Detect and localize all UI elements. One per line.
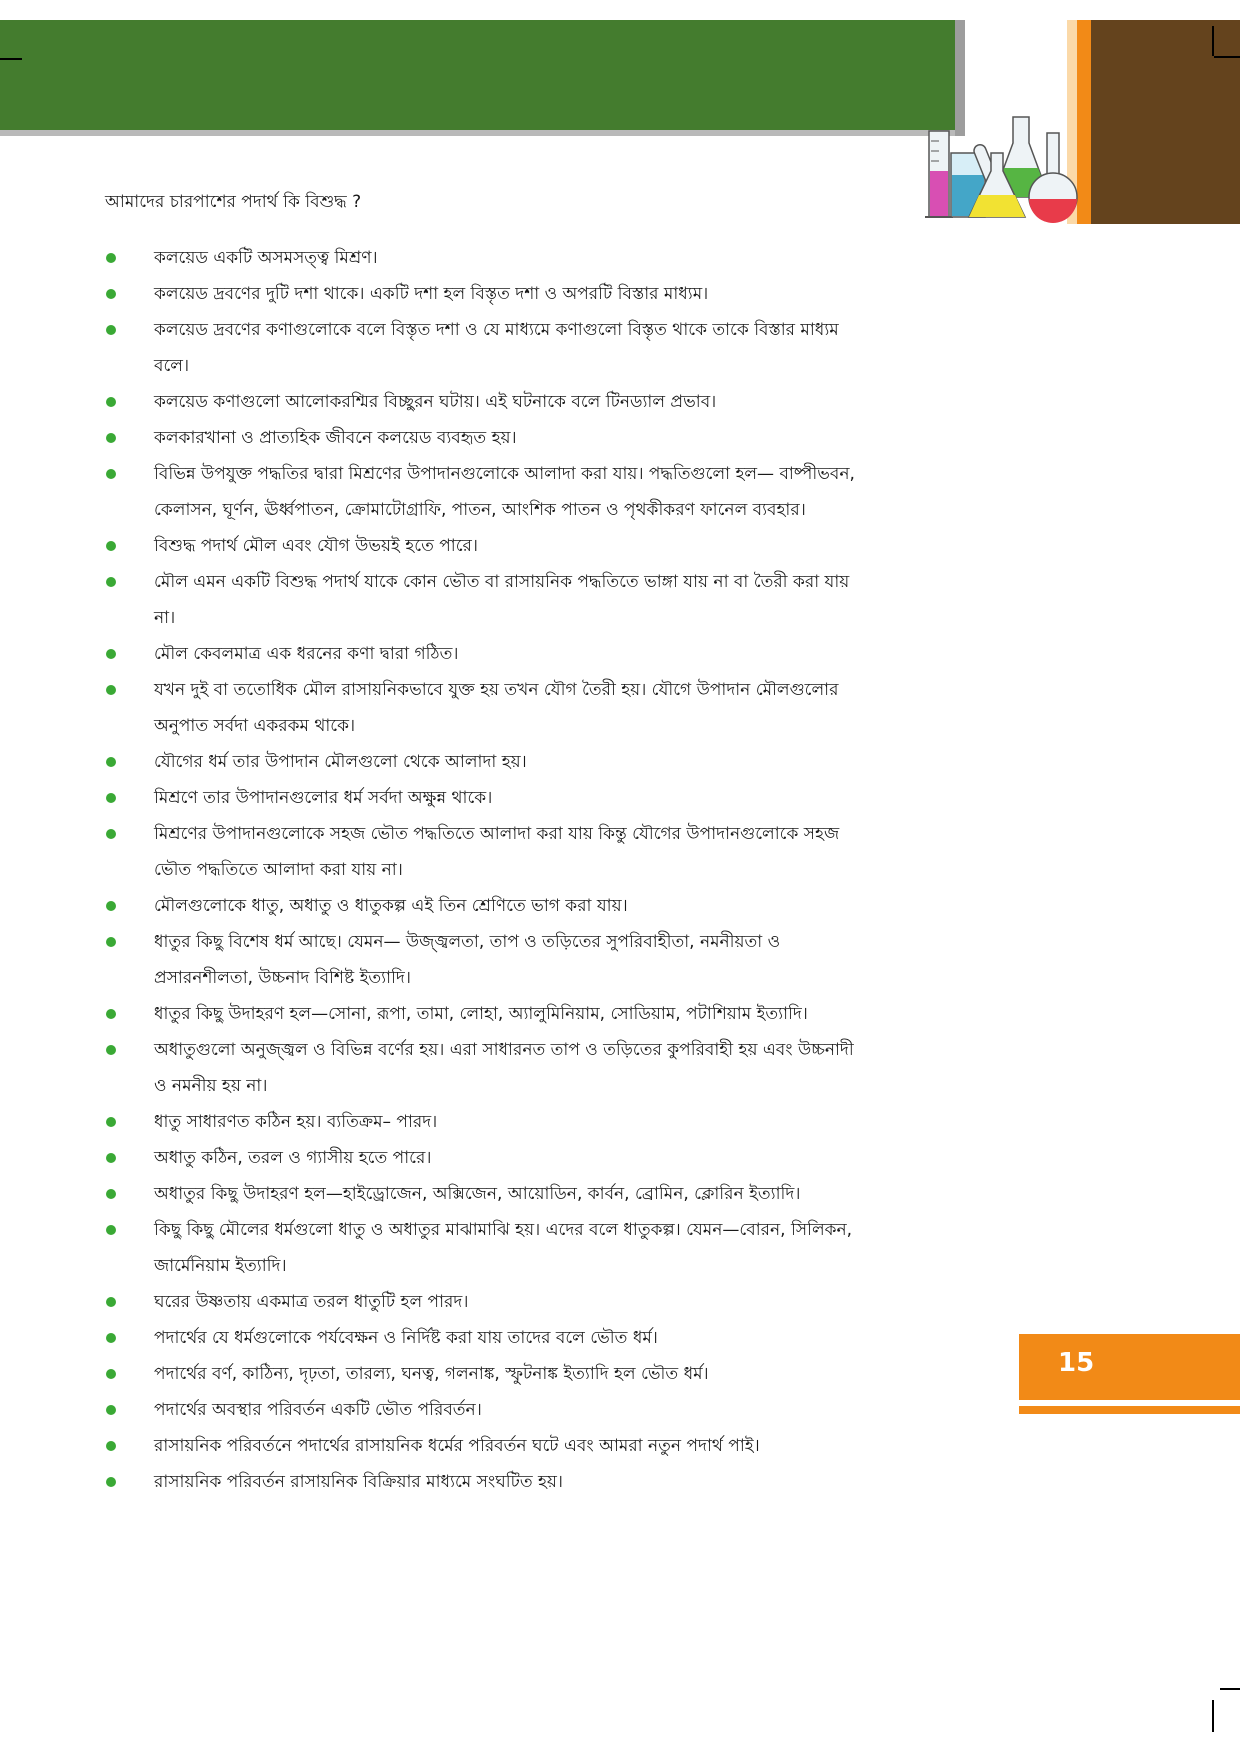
bullet-text: ধাতুর কিছু উদাহরণ হল—সোনা, রূপা, তামা, লোহা, অ্যালুমিনিয়াম, সোডিয়াম, পটাশিয়াম ইত্যাদি। bbox=[154, 1004, 808, 1024]
bullet-dot-icon bbox=[106, 793, 116, 803]
bullet-dot-icon bbox=[106, 1153, 116, 1163]
bullet-text: মৌলগুলোকে ধাতু, অধাতু ও ধাতুকল্প এই তিন শ্রেণিতে ভাগ করা যায়। bbox=[154, 896, 628, 916]
crop-mark-top-right-h bbox=[1214, 56, 1240, 58]
list-item bbox=[106, 780, 866, 816]
bullet-text: অধাতুর কিছু উদাহরণ হল—হাইড্রোজেন, অক্সিজেন, আয়োডিন, কার্বন, ব্রোমিন, ক্লোরিন ইত্যাদি। bbox=[154, 1184, 801, 1204]
list-item bbox=[106, 1464, 866, 1500]
bullet-dot-icon bbox=[106, 1405, 116, 1415]
bullet-text: ধাতু সাধারণত কঠিন হয়। ব্যতিক্রম– পারদ। bbox=[154, 1112, 438, 1132]
bullet-text: রাসায়নিক পরিবর্তনে পদার্থের রাসায়নিক ধর্মের পরিবর্তন ঘটে এবং আমরা নতুন পদার্থ পাই। bbox=[154, 1436, 760, 1456]
list-item bbox=[106, 1428, 866, 1464]
list-item bbox=[106, 888, 866, 924]
bullet-text: রাসায়নিক পরিবর্তন রাসায়নিক বিক্রিয়ার মাধ্যমে সংঘটিত হয়। bbox=[154, 1472, 564, 1492]
list-item bbox=[106, 744, 866, 780]
crop-mark-top-left bbox=[0, 58, 22, 60]
list-item bbox=[106, 1320, 866, 1356]
list-item bbox=[106, 420, 866, 456]
page-number: 15 bbox=[1058, 1348, 1095, 1378]
bullet-dot-icon bbox=[106, 325, 116, 335]
bullet-dot-icon bbox=[106, 1333, 116, 1343]
list-item bbox=[106, 564, 866, 636]
bullet-text: যখন দুই বা ততোধিক মৌল রাসায়নিকভাবে যুক্ত হয় তখন যৌগ তৈরী হয়। যৌগে উপাদান মৌলগুলোর অনুপাত সর্বদা একরকম থাকে। bbox=[154, 680, 839, 736]
list-item bbox=[106, 816, 866, 888]
list-item bbox=[106, 1176, 866, 1212]
bullet-text: কলয়েড দ্রবণের কণাগুলোকে বলে বিস্তৃত দশা ও যে মাধ্যমে কণাগুলো বিস্তৃত থাকে তাকে বিস্তার মাধ্যম বলে। bbox=[154, 320, 839, 376]
list-item bbox=[106, 1032, 866, 1104]
bullet-text: যৌগের ধর্ম তার উপাদান মৌলগুলো থেকে আলাদা হয়। bbox=[154, 752, 527, 772]
bullet-dot-icon bbox=[106, 1045, 116, 1055]
bullet-text: অধাতুগুলো অনুজ্জ্বল ও বিভিন্ন বর্ণের হয়। এরা সাধারনত তাপ ও তড়িতের কুপরিবাহী হয় এবং উচ্চনাদী ও নমনীয় হয় না। bbox=[154, 1040, 854, 1096]
page-number-tab bbox=[1019, 1334, 1240, 1400]
list-item bbox=[106, 384, 866, 420]
page-number-underline bbox=[1019, 1406, 1240, 1414]
header-banner-shadow bbox=[0, 130, 965, 136]
crop-mark-bottom-right-v bbox=[1212, 1700, 1214, 1732]
bullet-dot-icon bbox=[106, 1477, 116, 1487]
list-item bbox=[106, 1212, 866, 1284]
list-item bbox=[106, 1140, 866, 1176]
bullet-dot-icon bbox=[106, 1117, 116, 1127]
bullet-text: কলয়েড কণাগুলো আলোকরশ্মির বিচ্ছুরন ঘটায়। এই ঘটনাকে বলে টিনড্যাল প্রভাব। bbox=[154, 392, 717, 412]
page-heading: আমাদের চারপাশের পদার্থ কি বিশুদ্ধ ? bbox=[105, 192, 362, 212]
lab-glassware-illustration-icon bbox=[925, 113, 1085, 225]
list-item bbox=[106, 636, 866, 672]
bullet-text: কলয়েড দ্রবণের দুটি দশা থাকে। একটি দশা হল বিস্তৃত দশা ও অপরটি বিস্তার মাধ্যম। bbox=[154, 284, 709, 304]
header-brown-panel bbox=[1091, 20, 1240, 224]
bullet-dot-icon bbox=[106, 397, 116, 407]
list-item bbox=[106, 1356, 866, 1392]
header-banner bbox=[0, 20, 965, 130]
list-item bbox=[106, 276, 866, 312]
crop-mark-top-right-v bbox=[1212, 26, 1214, 56]
list-item bbox=[106, 1284, 866, 1320]
bullet-dot-icon bbox=[106, 289, 116, 299]
list-item bbox=[106, 528, 866, 564]
list-item bbox=[106, 312, 866, 384]
bullet-dot-icon bbox=[106, 937, 116, 947]
bullet-text: কলয়েড একটি অসমসত্ত্ব মিশ্রণ। bbox=[154, 248, 378, 268]
bullet-text: ঘরের উষ্ণতায় একমাত্র তরল ধাতুটি হল পারদ। bbox=[154, 1292, 469, 1312]
bullet-text: মৌল এমন একটি বিশুদ্ধ পদার্থ যাকে কোন ভৌত বা রাসায়নিক পদ্ধতিতে ভাঙ্গা যায় না বা তৈরী করা যায় না। bbox=[154, 572, 850, 628]
list-item bbox=[106, 996, 866, 1032]
bullet-dot-icon bbox=[106, 901, 116, 911]
bullet-dot-icon bbox=[106, 649, 116, 659]
bullet-dot-icon bbox=[106, 1297, 116, 1307]
bullet-dot-icon bbox=[106, 253, 116, 263]
list-item bbox=[106, 672, 866, 744]
bullet-text: পদার্থের বর্ণ, কাঠিন্য, দৃঢ়তা, তারল্য, ঘনত্ব, গলনাঙ্ক, স্ফুটনাঙ্ক ইত্যাদি হল ভৌত ধর্ম। bbox=[154, 1364, 709, 1384]
bullet-dot-icon bbox=[106, 1441, 116, 1451]
bullet-text: পদার্থের যে ধর্মগুলোকে পর্যবেক্ষন ও নির্দিষ্ট করা যায় তাদের বলে ভৌত ধর্ম। bbox=[154, 1328, 658, 1348]
bullet-text: কলকারখানা ও প্রাত্যহিক জীবনে কলয়েড ব্যবহৃত হয়। bbox=[154, 428, 517, 448]
bullet-dot-icon bbox=[106, 1009, 116, 1019]
bullet-text: বিশুদ্ধ পদার্থ মৌল এবং যৌগ উভয়ই হতে পারে। bbox=[154, 536, 478, 556]
bullet-text: বিভিন্ন উপযুক্ত পদ্ধতির দ্বারা মিশ্রণের উপাদানগুলোকে আলাদা করা যায়। পদ্ধতিগুলো হল— বাষ্পীভবন, কেলাসন, ঘূর্ণন, ঊর্ধ্বপাতন, ক্রোমাটোগ্রাফি, পাতন, আংশিক পাতন ও পৃথকীকরণ ফানেল ব্যবহার। bbox=[154, 464, 855, 520]
list-item bbox=[106, 1104, 866, 1140]
bullet-text: কিছু কিছু মৌলের ধর্মগুলো ধাতু ও অধাতুর মাঝামাঝি হয়। এদের বলে ধাতুকল্প। যেমন—বোরন, সিলিকন, জার্মেনিয়াম ইত্যাদি। bbox=[154, 1220, 853, 1276]
graduated-cylinder-icon bbox=[925, 131, 953, 217]
bullet-dot-icon bbox=[106, 469, 116, 479]
list-item bbox=[106, 456, 866, 528]
bullet-dot-icon bbox=[106, 757, 116, 767]
bullet-dot-icon bbox=[106, 829, 116, 839]
bullet-dot-icon bbox=[106, 1225, 116, 1235]
bullet-text: মিশ্রণে তার উপাদানগুলোর ধর্ম সর্বদা অক্ষুন্ন থাকে। bbox=[154, 788, 493, 808]
list-item bbox=[106, 924, 866, 996]
bullet-dot-icon bbox=[106, 1189, 116, 1199]
bullet-text: পদার্থের অবস্থার পরিবর্তন একটি ভৌত পরিবর্তন। bbox=[154, 1400, 482, 1420]
bullet-dot-icon bbox=[106, 433, 116, 443]
bullet-text: মৌল কেবলমাত্র এক ধরনের কণা দ্বারা গঠিত। bbox=[154, 644, 459, 664]
bullet-text: ধাতুর কিছু বিশেষ ধর্ম আছে। যেমন— উজ্জ্বলতা, তাপ ও তড়িতের সুপরিবাহীতা, নমনীয়তা ও প্রসারনশীলতা, উচ্চনাদ বিশিষ্ট ইত্যাদি। bbox=[154, 932, 781, 988]
list-item bbox=[106, 240, 866, 276]
list-item bbox=[106, 1392, 866, 1428]
bullet-text: মিশ্রণের উপাদানগুলোকে সহজ ভৌত পদ্ধতিতে আলাদা করা যায় কিন্তু যৌগের উপাদানগুলোকে সহজ ভৌত পদ্ধতিতে আলাদা করা যায় না। bbox=[154, 824, 840, 880]
bullet-text: অধাতু কঠিন, তরল ও গ্যাসীয় হতে পারে। bbox=[154, 1148, 432, 1168]
bullet-dot-icon bbox=[106, 541, 116, 551]
bullet-dot-icon bbox=[106, 577, 116, 587]
bullet-dot-icon bbox=[106, 1369, 116, 1379]
crop-mark-bottom-right-h bbox=[1220, 1688, 1240, 1690]
bullet-dot-icon bbox=[106, 685, 116, 695]
summary-bullet-list bbox=[106, 240, 866, 1500]
